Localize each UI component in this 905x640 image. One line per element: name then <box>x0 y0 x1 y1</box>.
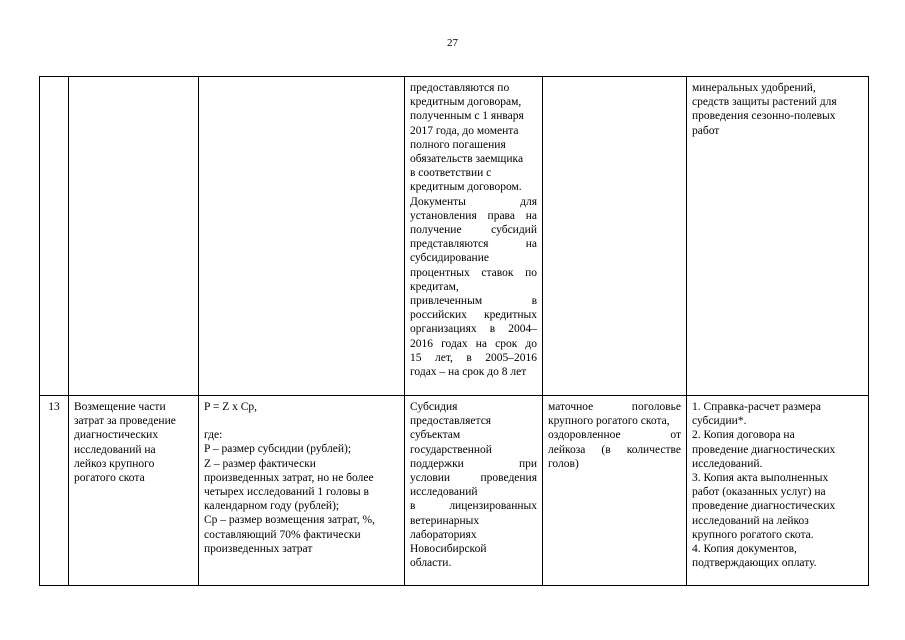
text-line: государственной <box>410 443 492 456</box>
text-line: Новосибирской <box>410 543 487 556</box>
text-line: поддержки при <box>410 457 537 470</box>
text-line: средств защиты растений для <box>692 96 837 109</box>
text-line: затрат за проведение <box>74 415 176 428</box>
cell-condition-empty <box>543 77 687 396</box>
text-line: лейкоза (в количестве <box>548 443 681 456</box>
text-line: оздоровленное от <box>548 429 681 442</box>
cell-documents-continuation <box>687 77 869 396</box>
text-line: минеральных удобрений, <box>692 82 816 94</box>
text-line: исследований <box>410 486 478 499</box>
text-line: исследований на <box>74 443 156 456</box>
text-line: 2. Копия договора на <box>692 429 795 442</box>
text-line: работ <box>692 124 720 137</box>
text-line: предоставляется <box>410 415 492 428</box>
cell-subsidy-name <box>69 396 199 586</box>
text-line: ветеринарных <box>410 514 480 527</box>
text-line: исследований. <box>692 457 763 470</box>
text-line: 2017 года, до момента <box>410 124 519 137</box>
text-line: области. <box>410 557 452 570</box>
text-line: кредитам, <box>410 280 459 293</box>
text-line: P – размер субсидии (рублей); <box>204 443 352 456</box>
text-line: кредитным договорам, <box>410 96 522 109</box>
text-line: условии проведения <box>410 472 537 485</box>
text-line: привлеченным в <box>410 295 537 308</box>
text-line: 2016 годах на срок до <box>410 337 537 350</box>
text-line: рогатого скота <box>74 472 145 485</box>
text-line: процентных ставок по <box>410 266 537 279</box>
cell-formula <box>199 396 405 586</box>
text-line: Субсидия <box>410 401 458 413</box>
text-line: годах – на срок до 8 лет <box>410 366 527 379</box>
text-line: проведения сезонно-полевых <box>692 110 836 123</box>
text-line: произведенных затрат, но не более <box>204 471 374 484</box>
text-line: 15 лет, в 2005–2016 <box>410 351 537 364</box>
text-line: проведение диагностических <box>692 443 836 456</box>
blank-line <box>204 414 399 428</box>
text-line: полученным с 1 января <box>410 110 524 123</box>
text-line: в соответствии с <box>410 167 492 180</box>
text-line: 3. Копия акта выполненных <box>692 472 829 485</box>
text-line: Документы для <box>410 195 537 208</box>
cell-number-empty <box>40 77 69 396</box>
text-line: субсидии*. <box>692 415 747 428</box>
text-line: предоставляются по <box>410 82 510 94</box>
text-line: крупного рогатого скота. <box>692 528 814 541</box>
cell-name-empty <box>69 77 199 396</box>
text-line: организациях в 2004– <box>410 323 537 336</box>
table-row-continuation <box>40 77 869 396</box>
text-line: полного погашения <box>410 138 506 151</box>
text-line: лабораториях <box>410 528 477 541</box>
text-line: крупного рогатого скота, <box>548 415 670 428</box>
text-line: установления права на <box>410 209 537 222</box>
page-number: 27 <box>447 37 458 49</box>
text-line: работ (оказанных услуг) на <box>692 486 826 499</box>
text-line: диагностических <box>74 429 159 442</box>
text-line: голов) <box>548 457 579 470</box>
cell-conditions <box>543 396 687 586</box>
text-line: Возмещение части <box>74 401 166 413</box>
cell-recipients <box>405 396 543 586</box>
text-line: 4. Копия документов, <box>692 543 797 556</box>
text-line: кредитным договором. <box>410 181 522 194</box>
text-line: составляющий 70% фактически <box>204 528 361 541</box>
text-line: произведенных затрат <box>204 542 313 555</box>
text-line: получение субсидий <box>410 224 537 237</box>
text-line: исследований на лейкоз <box>692 514 809 527</box>
cell-recipient-continuation <box>405 77 543 396</box>
text-line: российских кредитных <box>410 309 537 322</box>
cell-documents <box>687 396 869 586</box>
formula: P = Z x Cp, <box>204 401 258 413</box>
text-line: Z – размер фактически <box>204 457 316 470</box>
text-line: маточное поголовье <box>548 401 681 413</box>
subsidy-table <box>39 76 869 586</box>
text-line: календарном году (рублей); <box>204 500 340 513</box>
text-line: Cp – размер возмещения затрат, %, <box>204 514 375 527</box>
where-label: где: <box>204 429 223 442</box>
text-line: четырех исследований 1 головы в <box>204 486 369 499</box>
text-line: обязательств заемщика <box>410 153 524 166</box>
cell-formula-empty <box>199 77 405 396</box>
row-number: 13 <box>40 396 69 586</box>
table-row-13 <box>40 396 869 586</box>
text-line: субсидирование <box>410 252 489 265</box>
text-line: подтверждающих оплату. <box>692 557 817 570</box>
text-line: 1. Справка-расчет размера <box>692 401 821 413</box>
text-line: в лицензированных <box>410 500 537 513</box>
text-line: представляются на <box>410 238 537 251</box>
text-line: лейкоз крупного <box>74 457 155 470</box>
text-line: субъектам <box>410 429 461 442</box>
text-line: проведение диагностических <box>692 500 836 513</box>
